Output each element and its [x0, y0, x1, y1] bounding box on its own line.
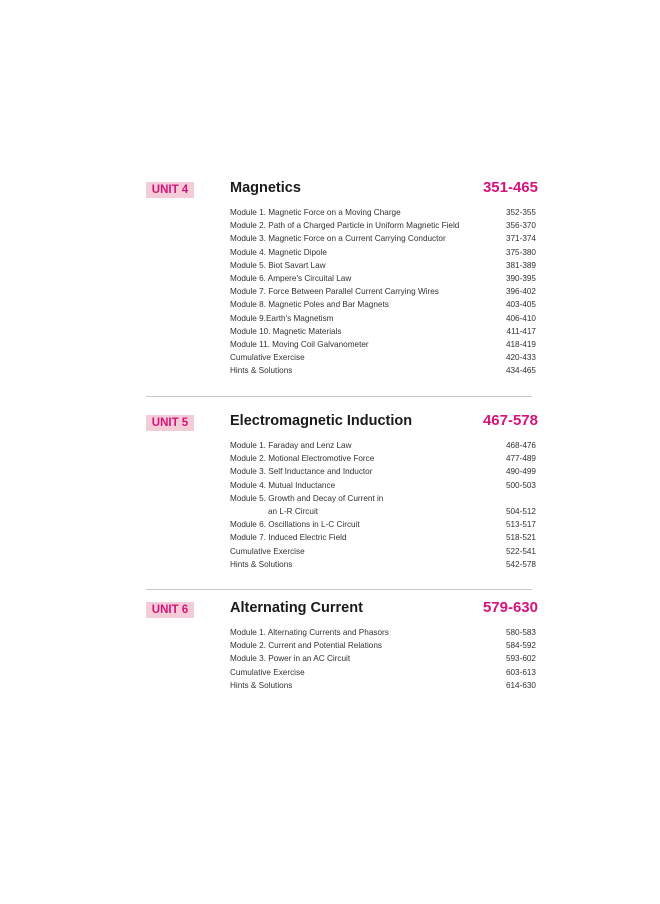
toc-entry-pages: 522-541 — [505, 546, 536, 556]
toc-entry-pages: 434-465 — [505, 366, 536, 376]
toc-entry-pages: 614-630 — [505, 680, 536, 690]
toc-row — [230, 452, 536, 465]
toc-entry-label: Module 8. Magnetic Poles and Bar Magnets — [230, 300, 389, 310]
unit-page-range: 467-578 — [482, 412, 538, 429]
toc-entry-label: Module 7. Induced Electric Field — [230, 533, 347, 543]
toc-row — [230, 259, 536, 272]
module-list — [230, 626, 536, 692]
toc-row — [230, 492, 536, 505]
toc-entry-label: Module 4. Mutual Inductance — [230, 480, 336, 490]
toc-row — [230, 206, 536, 219]
toc-row — [230, 246, 536, 259]
unit-title: Magnetics — [230, 180, 301, 196]
divider — [146, 589, 532, 590]
toc-entry-pages: 584-592 — [505, 641, 536, 651]
toc-row — [230, 364, 536, 377]
toc-entry-pages: 411-417 — [506, 326, 536, 336]
toc-entry-pages: 603-613 — [505, 667, 536, 677]
toc-entry-label: Cumulative Exercise — [230, 546, 305, 556]
toc-row — [230, 219, 536, 232]
toc-entry-label: Module 3. Magnetic Force on a Current Carrying Conductor — [230, 234, 446, 244]
unit-badge: UNIT 4 — [146, 182, 194, 198]
toc-row — [230, 639, 536, 652]
toc-entry-pages: 542-578 — [505, 559, 536, 569]
unit-page-range: 351-465 — [482, 179, 538, 196]
toc-row — [230, 232, 536, 245]
toc-row — [230, 626, 536, 639]
toc-entry-pages: 381-389 — [505, 260, 536, 270]
toc-entry-pages: 580-583 — [505, 628, 536, 637]
toc-entry-label: Module 5. Biot Savart Law — [230, 260, 326, 270]
toc-entry-pages: 396-402 — [505, 287, 536, 297]
toc-entry-label: Module 3. Power in an AC Circuit — [230, 654, 351, 664]
toc-entry-pages: 375-380 — [505, 247, 536, 257]
toc-entry-pages: 352-355 — [505, 208, 536, 217]
toc-row — [230, 531, 536, 544]
toc-row — [230, 285, 536, 298]
toc-entry-label: Module 6. Oscillations in L-C Circuit — [230, 520, 360, 530]
toc-entry-label: Module 1. Faraday and Lenz Law — [230, 441, 352, 450]
toc-row — [230, 479, 536, 492]
toc-entry-pages: 420-433 — [505, 353, 536, 363]
toc-row — [230, 558, 536, 571]
toc-row — [230, 545, 536, 558]
toc-entry-label: Module 2. Current and Potential Relations — [230, 641, 383, 651]
toc-entry-pages: 356-370 — [505, 221, 536, 231]
toc-entry-label: Cumulative Exercise — [230, 667, 305, 677]
unit-title: Alternating Current — [230, 600, 363, 616]
toc-entry-label: Module 2. Path of a Charged Particle in Uniform Magnetic Field — [230, 221, 460, 231]
toc-entry-label: Module 7. Force Between Parallel Current Carrying Wires — [230, 287, 439, 297]
toc-entry-label: Hints & Solutions — [230, 366, 293, 376]
toc-entry-label: Module 9.Earth's Magnetism — [230, 313, 334, 323]
divider — [146, 396, 532, 397]
toc-row — [230, 666, 536, 679]
toc-entry-label: Module 1. Alternating Currents and Phasors — [230, 628, 389, 637]
unit-badge: UNIT 5 — [146, 415, 194, 431]
toc-entry-pages: 371-374 — [505, 234, 536, 244]
toc-entry-pages: 504-512 — [505, 506, 536, 516]
toc-row — [230, 652, 536, 665]
toc-row — [230, 505, 536, 518]
toc-entry-pages: 418-419 — [505, 339, 536, 349]
toc-entry-label: Hints & Solutions — [230, 680, 293, 690]
toc-entry-pages: 468-476 — [505, 441, 536, 450]
unit-title: Electromagnetic Induction — [230, 413, 413, 429]
toc-row — [230, 465, 536, 478]
toc-entry-label: Cumulative Exercise — [230, 353, 305, 363]
toc-entry-pages: 593-602 — [505, 654, 536, 664]
module-list — [230, 206, 536, 377]
toc-row — [230, 439, 536, 452]
toc-entry-label: Module 6. Ampere's Circuital Law — [230, 273, 352, 283]
toc-row — [230, 679, 536, 692]
unit-badge: UNIT 6 — [146, 602, 194, 618]
toc-entry-label: Module 10. Magnetic Materials — [230, 326, 342, 336]
toc-entry-pages: 477-489 — [505, 454, 536, 464]
unit-page-range: 579-630 — [482, 599, 538, 616]
toc-row — [230, 312, 536, 325]
toc-entry-pages: 490-499 — [505, 467, 536, 477]
toc-entry-label: Module 11. Moving Coil Galvanometer — [230, 339, 369, 349]
toc-row — [230, 325, 536, 338]
toc-row — [230, 338, 536, 351]
module-list — [230, 439, 536, 571]
toc-row — [230, 272, 536, 285]
toc-row — [230, 298, 536, 311]
toc-entry-label: Module 4. Magnetic Dipole — [230, 247, 327, 257]
toc-entry-label: Module 1. Magnetic Force on a Moving Charge — [230, 208, 401, 217]
toc-row — [230, 351, 536, 364]
toc-entry-label: Module 5. Growth and Decay of Current in — [230, 493, 384, 503]
toc-row — [230, 518, 536, 531]
toc-entry-label: Module 2. Motional Electromotive Force — [230, 454, 375, 464]
toc-entry-pages: 390-395 — [505, 273, 536, 283]
toc-entry-pages: 513-517 — [505, 520, 536, 530]
toc-entry-label: Hints & Solutions — [230, 559, 293, 569]
toc-entry-pages: 403-405 — [505, 300, 536, 310]
toc-entry-pages: 518-521 — [505, 533, 536, 543]
toc-entry-pages: 500-503 — [505, 480, 536, 490]
toc-entry-label: Module 3. Self Inductance and Inductor — [230, 467, 373, 477]
toc-entry-pages: 406-410 — [505, 313, 536, 323]
toc-entry-label: an L-R Circuit — [268, 506, 319, 516]
